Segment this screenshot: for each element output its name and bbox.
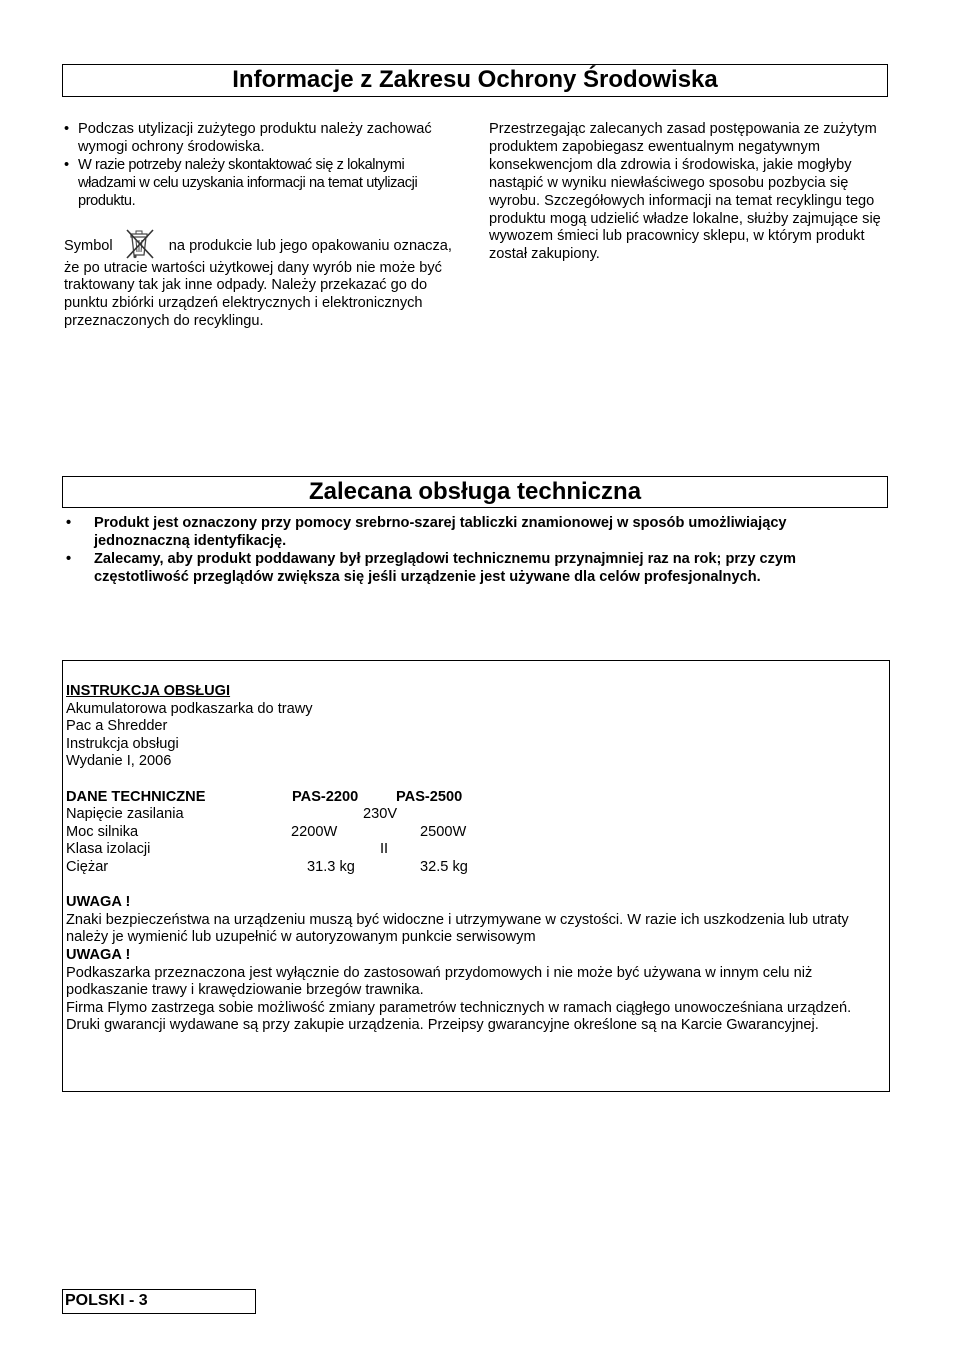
maintenance-bullet-2: Zalecamy, aby produkt poddawany był przeglądowi technicznemu przynajmniej raz na rok; przy czym częstotliwość przeglądów zwiększa się jeśli urządzenie jest używane dla celów profesjonalnych. — [94, 551, 797, 585]
info-line-manual: Instrukcja obsługi — [66, 735, 179, 752]
info-line-product: Akumulatorowa podkaszarka do trawy — [66, 700, 313, 717]
spec-row — [66, 806, 886, 824]
spec-label: Klasa izolacji — [66, 841, 151, 858]
env-bullet-2: W razie potrzeby należy skontaktować się z lokalnymi władzami w celu uzyskania informacji na temat utylizacji produktu. — [78, 156, 418, 209]
env-bullet-1: Podczas utylizacji zużytego produktu należy zachować wymogi ochrony środowiska. — [78, 121, 432, 155]
info-paragraph-1: Firma Flymo zastrzega sobie możliwość zmiany parametrów technicznych w ramach ciągłego unowocześniana urządzeń. — [66, 999, 852, 1016]
symbol-prefix: Symbol — [64, 237, 113, 254]
list-item: • Podczas utylizacji zużytego produktu należy zachować wymogi ochrony środowiska. — [64, 121, 460, 157]
spec-label: Napięcie zasilania — [66, 806, 184, 823]
info-line-edition: Wydanie I, 2006 — [66, 753, 172, 770]
spec-header: DANE TECHNICZNE — [66, 788, 206, 805]
warning-1-text: Znaki bezpieczeństwa na urządzeniu muszą być widoczne i utrzymywane w czystości. W razie ich uszkodzenia lub utraty należy je wymienić lub uzupełnić w autoryzowanym punkcie serwisowym — [66, 911, 849, 946]
spec-model-2: PAS-2500 — [396, 788, 463, 805]
spec-label: Ciężar — [66, 858, 109, 875]
maintenance-bullet-1: Produkt jest oznaczony przy pomocy srebrno-szarej tabliczki znamionowej w sposób umożliwiający jednoznaczną identyfikację. — [94, 515, 787, 549]
spec-value: 31.3 kg — [307, 858, 355, 875]
info-heading: INSTRUKCJA OBSŁUGI — [66, 683, 231, 699]
list-item: • W razie potrzeby należy skontaktować się z lokalnymi władzami w celu uzyskania informacji na temat utylizacji produktu. — [64, 157, 460, 211]
spec-value: 2500W — [420, 823, 467, 840]
warning-1-label: UWAGA ! — [66, 894, 131, 911]
info-line-model: Pac a Shredder — [66, 718, 168, 735]
spec-value: II — [380, 841, 389, 858]
env-right-text: Przestrzegając zalecanych zasad postępowania ze zużytym produktem zapobiegasz ewentualnym negatywnym konsekwencjom dla zdrowia i środowiska, jakie mogłyby nastąpić w wyniku niewłaściwego sposobu pozbycia się wyrobu. Szczegółowych informacji na temat recyklingu tego produktu mogą udzielić władze lokalne, służby zajmujące się wywozem śmieci lub pracownicy sklepu, w którym produkt został zakupiony. — [489, 121, 881, 263]
maintenance-list — [62, 514, 882, 586]
spec-value: 32.5 kg — [420, 858, 468, 875]
spec-header-row — [66, 789, 886, 807]
warning-2-text: Podkaszarka przeznaczona jest wyłącznie do zastosowań przydomowych i nie może być używana w innym celu niż podkaszanie trawy i krawędziowanie brzegów trawnika. — [66, 964, 813, 999]
list-item: • Produkt jest oznaczony przy pomocy srebrno-szarej tabliczki znamionowej w sposób umożliwiający jednoznaczną identyfikację. — [62, 514, 882, 550]
maintenance-title: Zalecana obsługa techniczna — [62, 476, 888, 508]
page-footer-label: POLSKI - 3 — [62, 1289, 256, 1314]
info-paragraph-2: Druki gwarancji wydawane są przy zakupie urządzenia. Przeipsy gwarancyjne określone są na Karcie Gwarancyjnej. — [66, 1017, 819, 1034]
env-right-column — [489, 121, 885, 264]
warning-2-label: UWAGA ! — [66, 946, 131, 963]
spec-value: 230V — [363, 806, 398, 823]
env-section-title: Informacje z Zakresu Ochrony Środowiska — [62, 64, 888, 97]
symbol-description: na produkcie lub jego opakowaniu oznacza, że po utracie wartości użytkowej dany wyrób nie może być traktowany tak jak inne odpady. Należy przekazać go do punktu zbiórki urządzeń elektrycznych i elektronicznych przeznaczonych do recyklingu. — [64, 237, 452, 330]
spec-row — [66, 859, 886, 877]
spec-model-1: PAS-2200 — [292, 788, 359, 805]
list-item: • Zalecamy, aby produkt poddawany był przeglądowi technicznemu przynajmniej raz na rok; przy czym częstotliwość przeglądów zwiększa się jeśli urządzenie jest używane dla celów profesjonalnych. — [62, 550, 882, 586]
env-left-column — [64, 121, 460, 331]
info-box — [62, 660, 890, 1092]
crossed-bin-icon — [123, 228, 159, 260]
spec-label: Moc silnika — [66, 823, 139, 840]
spec-row — [66, 841, 886, 859]
symbol-paragraph — [64, 228, 460, 332]
spec-value: 2200W — [291, 823, 338, 840]
spec-row — [66, 824, 886, 842]
